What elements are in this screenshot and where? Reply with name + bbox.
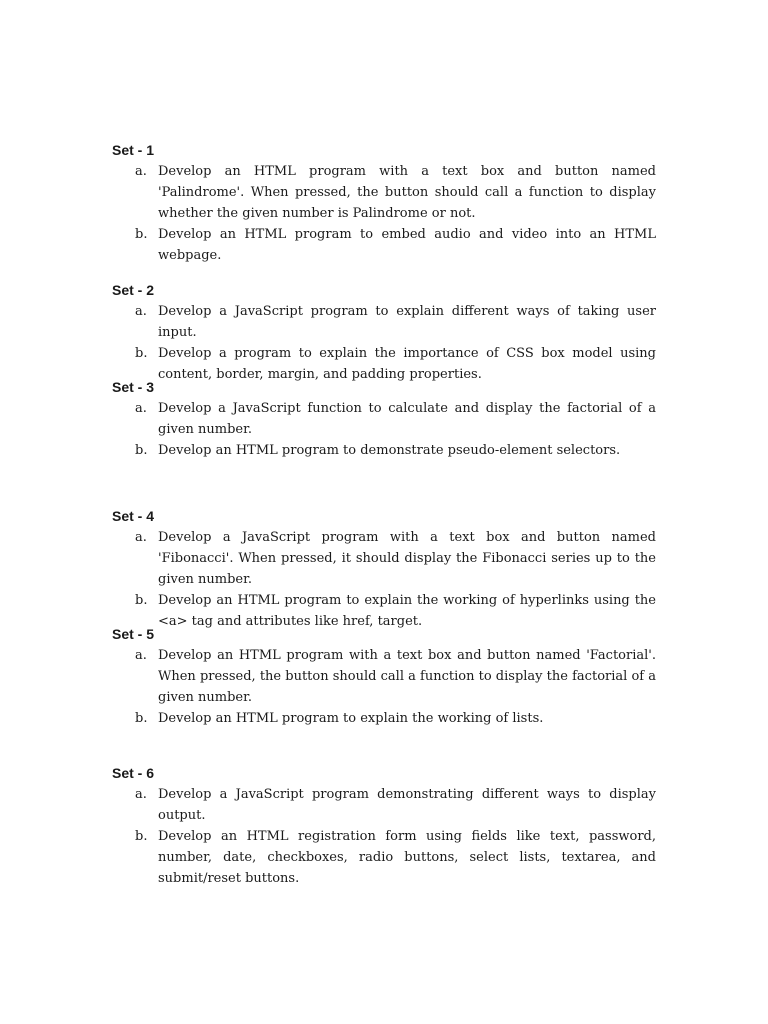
set-1 <box>112 141 656 266</box>
task-item <box>112 440 656 461</box>
list-marker: a. <box>135 401 147 416</box>
set-heading: Set - 4 <box>112 508 155 524</box>
task-item <box>112 398 656 440</box>
set-heading: Set - 6 <box>112 765 155 781</box>
set-heading: Set - 5 <box>112 626 155 642</box>
set-heading: Set - 1 <box>112 142 155 158</box>
set-heading: Set - 2 <box>112 282 155 298</box>
task-list <box>112 161 656 266</box>
list-marker: a. <box>135 530 147 545</box>
set-5 <box>112 625 656 729</box>
list-marker: a. <box>135 304 147 319</box>
list-marker: b. <box>135 227 148 242</box>
task-item <box>112 301 656 343</box>
task-item <box>112 826 656 889</box>
task-text: Develop a JavaScript function to calculate and display the factorial of a given number. <box>158 401 656 437</box>
task-item <box>112 784 656 826</box>
task-text: Develop a program to explain the importance of CSS box model using content, border, margin, and padding properties. <box>158 346 656 382</box>
list-marker: b. <box>135 711 148 726</box>
task-item <box>112 645 656 708</box>
list-marker: b. <box>135 829 148 844</box>
task-list <box>112 398 656 461</box>
list-marker: b. <box>135 346 148 361</box>
task-list <box>112 784 656 889</box>
task-item <box>112 161 656 224</box>
list-marker: a. <box>135 164 147 179</box>
list-marker: a. <box>135 787 147 802</box>
task-list <box>112 645 656 729</box>
list-marker: a. <box>135 648 147 663</box>
task-text: Develop an HTML program to demonstrate pseudo-element selectors. <box>158 443 621 458</box>
task-text: Develop a JavaScript program with a text box and button named 'Fibonacci'. When pressed, it should display the Fibonacci series up to the given number. <box>158 530 656 587</box>
set-4 <box>112 507 656 632</box>
task-list <box>112 301 656 385</box>
set-2 <box>112 281 656 385</box>
task-text: Develop a JavaScript program to explain different ways of taking user input. <box>158 304 656 340</box>
set-6 <box>112 764 656 889</box>
task-text: Develop an HTML program to embed audio and video into an HTML webpage. <box>158 227 656 263</box>
list-marker: b. <box>135 593 148 608</box>
task-text: Develop an HTML registration form using fields like text, password, number, date, checkboxes, radio buttons, select lists, textarea, and submit/reset buttons. <box>158 829 656 886</box>
task-text: Develop an HTML program with a text box and button named 'Palindrome'. When pressed, the button should call a function to display whether the given number is Palindrome or not. <box>158 164 656 221</box>
task-item <box>112 708 656 729</box>
task-item <box>112 527 656 590</box>
task-item <box>112 224 656 266</box>
set-heading: Set - 3 <box>112 379 155 395</box>
task-text: Develop an HTML program to explain the working of lists. <box>158 711 544 726</box>
task-text: Develop an HTML program to explain the working of hyperlinks using the <a> tag and attributes like href, target. <box>158 593 656 629</box>
task-list <box>112 527 656 632</box>
task-text: Develop an HTML program with a text box and button named 'Factorial'. When pressed, the button should call a function to display the factorial of a given number. <box>158 648 656 705</box>
set-3 <box>112 378 656 461</box>
list-marker: b. <box>135 443 148 458</box>
task-text: Develop a JavaScript program demonstrating different ways to display output. <box>158 787 656 823</box>
